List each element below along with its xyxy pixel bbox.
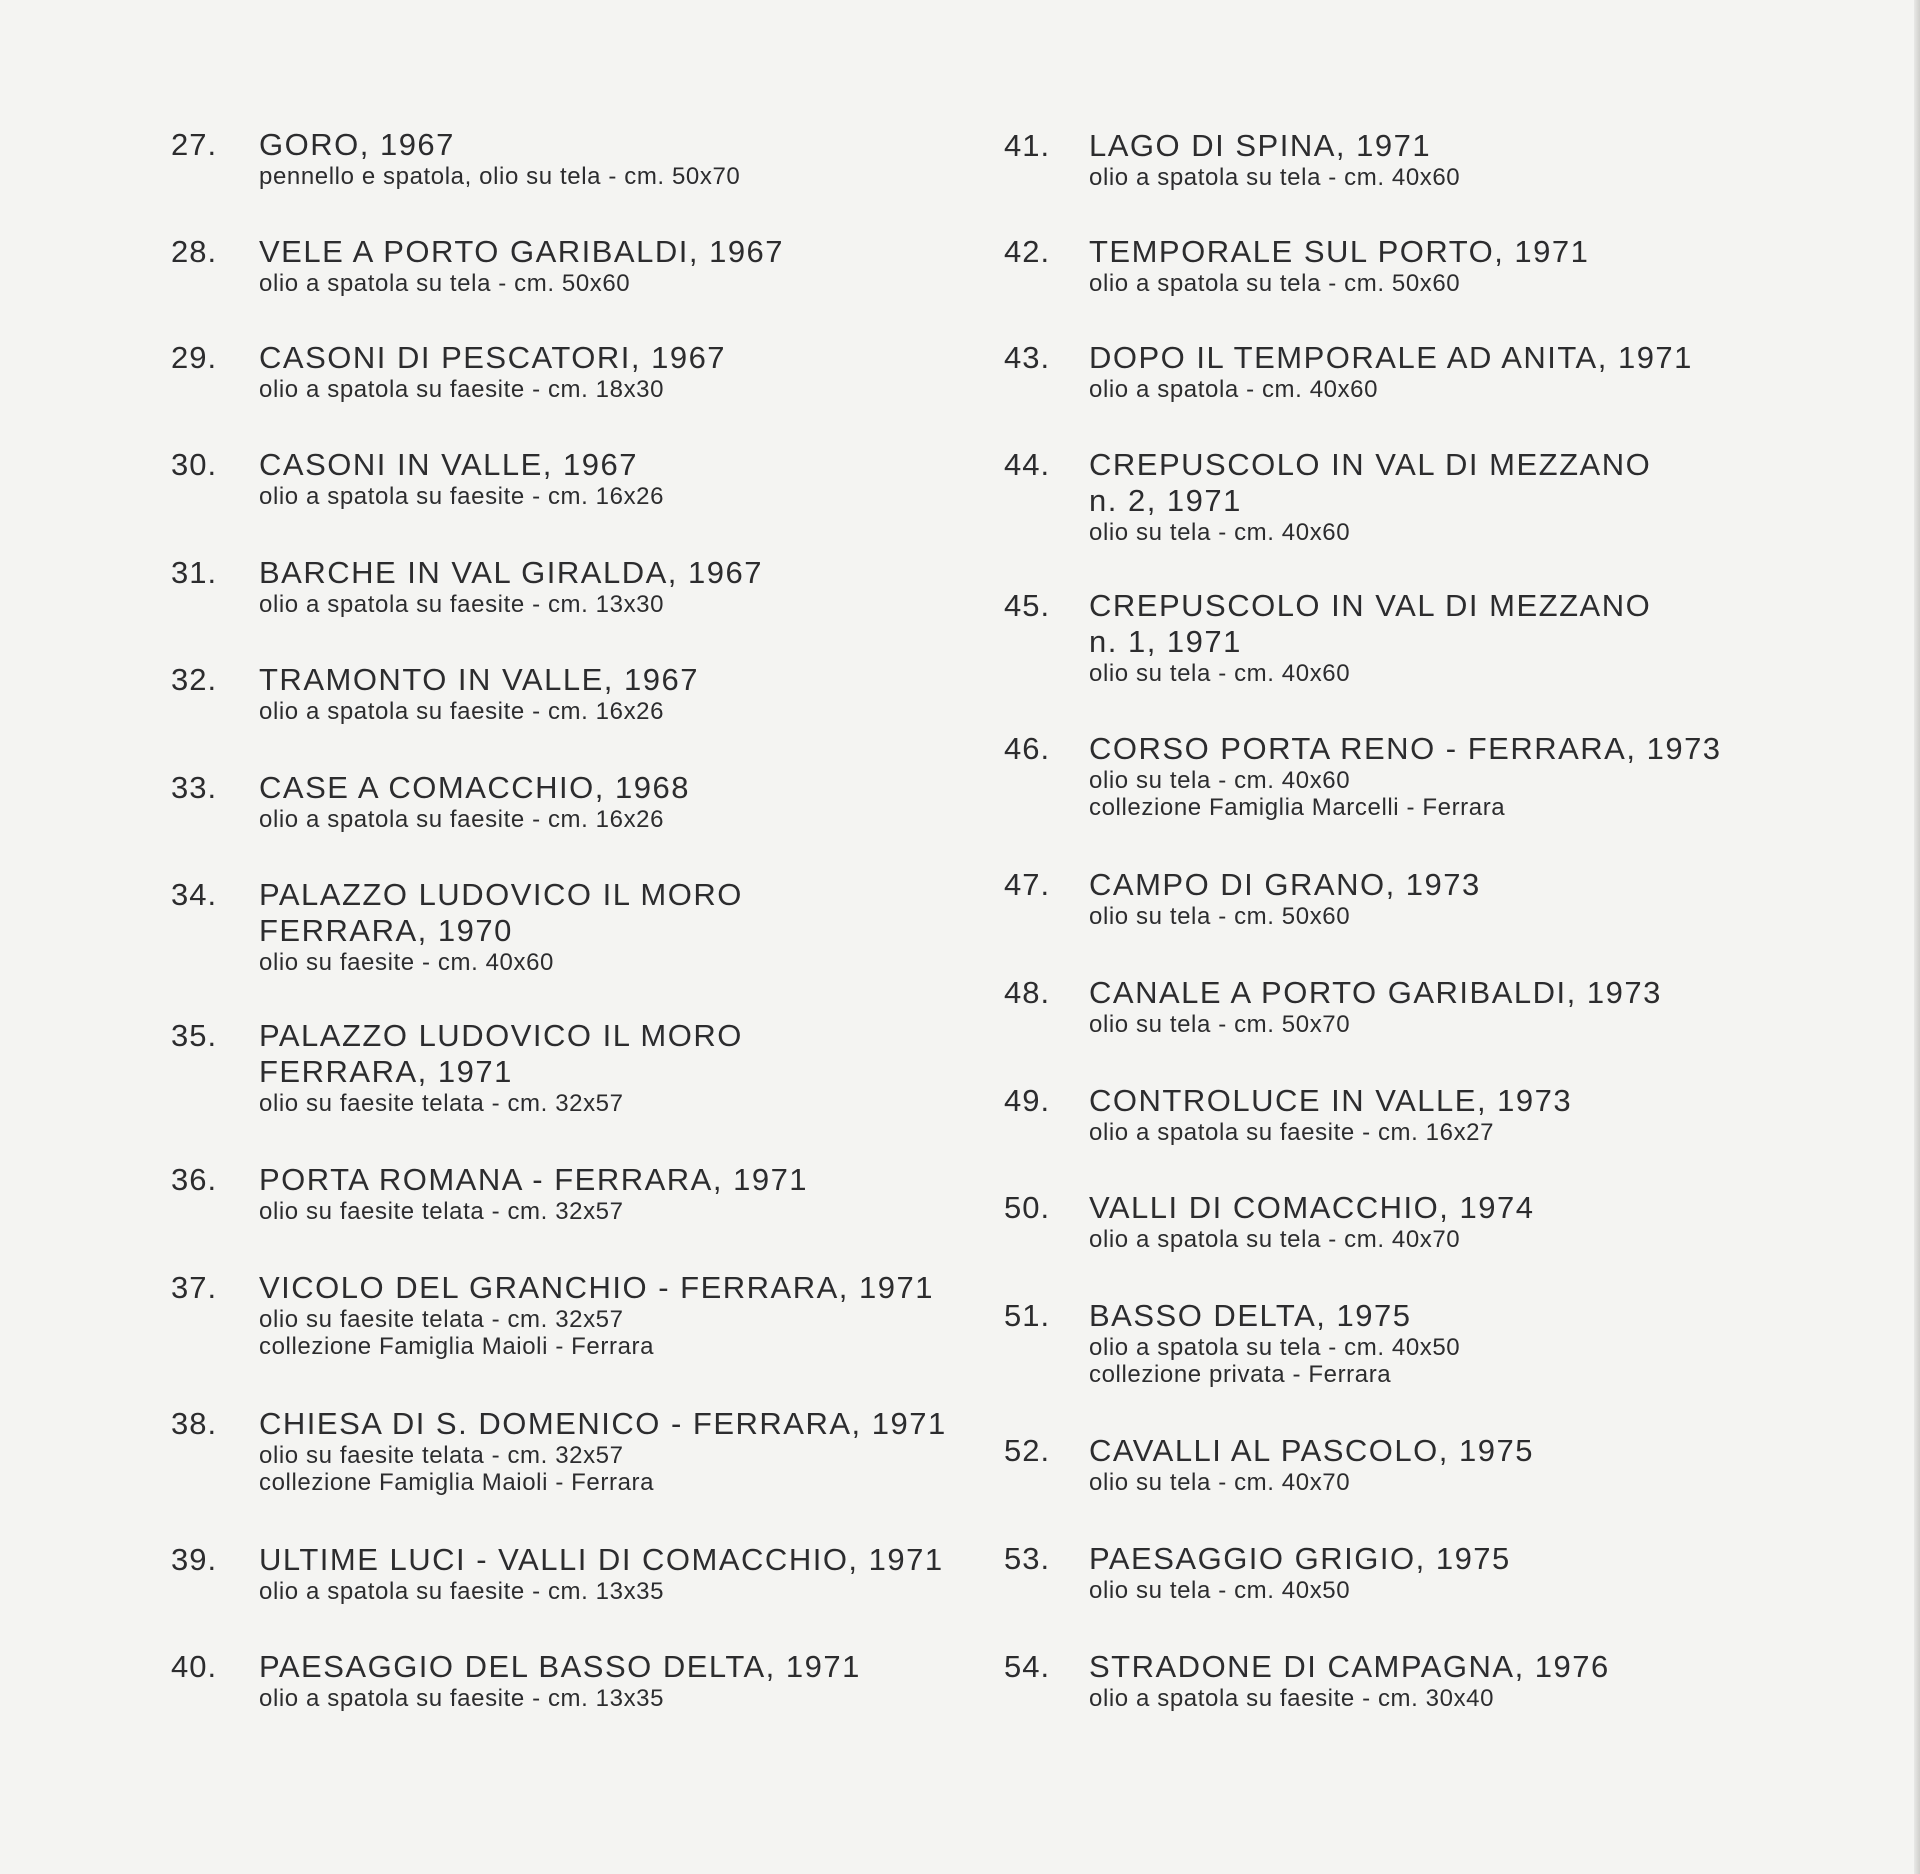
- entry-detail: olio su faesite telata - cm. 32x57: [259, 1198, 624, 1225]
- entry-body: [1089, 128, 1460, 191]
- entry-detail: olio a spatola su faesite - cm. 16x27: [1089, 1119, 1495, 1146]
- entry-number: 33.: [171, 770, 218, 805]
- entry-body: [1089, 1190, 1534, 1253]
- entry-title: PORTA ROMANA - FERRARA, 1971: [259, 1162, 809, 1197]
- entry-title: CORSO PORTA RENO - FERRARA, 1973: [1089, 731, 1722, 766]
- entry-title: BARCHE IN VAL GIRALDA, 1967: [259, 555, 763, 590]
- entry-body: [1089, 1433, 1534, 1496]
- entry-title: BASSO DELTA, 1975: [1089, 1298, 1412, 1333]
- entry-title: GORO, 1967: [259, 127, 455, 162]
- entry-title-continued: n. 1, 1971: [1089, 624, 1242, 659]
- entry-detail: olio a spatola su faesite - cm. 13x30: [259, 591, 665, 618]
- entry-body: [1089, 867, 1481, 930]
- entry-detail: olio su faesite telata - cm. 32x57: [259, 1090, 624, 1117]
- entry-number: 45.: [1004, 588, 1051, 623]
- entry-body: [259, 662, 699, 725]
- entry-detail: olio a spatola su tela - cm. 50x60: [259, 270, 631, 297]
- entry-title: CREPUSCOLO IN VAL DI MEZZANO: [1089, 447, 1652, 482]
- entry-title: PALAZZO LUDOVICO IL MORO: [259, 877, 743, 912]
- entry-detail: olio a spatola su tela - cm. 50x60: [1089, 270, 1461, 297]
- entry-number: 51.: [1004, 1298, 1051, 1333]
- entry-detail: olio a spatola su faesite - cm. 13x35: [259, 1578, 665, 1605]
- entry-collection: collezione Famiglia Maioli - Ferrara: [259, 1469, 655, 1496]
- entry-number: 49.: [1004, 1083, 1051, 1118]
- entry-collection: collezione Famiglia Maioli - Ferrara: [259, 1333, 655, 1360]
- entry-detail: olio su tela - cm. 40x60: [1089, 660, 1351, 687]
- entry-body: [259, 770, 690, 833]
- entry-detail: olio su tela - cm. 50x70: [1089, 1011, 1351, 1038]
- entry-title: CANALE A PORTO GARIBALDI, 1973: [1089, 975, 1662, 1010]
- entry-title: PAESAGGIO GRIGIO, 1975: [1089, 1541, 1511, 1576]
- entry-body: [259, 1649, 861, 1712]
- entry-title: LAGO DI SPINA, 1971: [1089, 128, 1432, 163]
- entry-body: [1089, 1541, 1511, 1604]
- entry-title: VICOLO DEL GRANCHIO - FERRARA, 1971: [259, 1270, 934, 1305]
- entry-body: [259, 1018, 743, 1117]
- entry-title: STRADONE DI CAMPAGNA, 1976: [1089, 1649, 1610, 1684]
- entry-number: 28.: [171, 234, 218, 269]
- entry-detail: olio su tela - cm. 40x60: [1089, 767, 1351, 794]
- entry-number: 39.: [171, 1542, 218, 1577]
- entry-title: CAMPO DI GRANO, 1973: [1089, 867, 1481, 902]
- entry-title: CHIESA DI S. DOMENICO - FERRARA, 1971: [259, 1406, 947, 1441]
- entry-number: 50.: [1004, 1190, 1051, 1225]
- entry-title-continued: FERRARA, 1970: [259, 913, 513, 948]
- entry-number: 53.: [1004, 1541, 1051, 1576]
- entry-detail: olio su faesite telata - cm. 32x57: [259, 1306, 624, 1333]
- entry-title: CAVALLI AL PASCOLO, 1975: [1089, 1433, 1534, 1468]
- entry-number: 34.: [171, 877, 218, 912]
- entry-number: 41.: [1004, 128, 1051, 163]
- entry-detail: olio a spatola su tela - cm. 40x70: [1089, 1226, 1461, 1253]
- entry-body: [259, 127, 740, 190]
- entry-body: [259, 1270, 934, 1360]
- entry-title: DOPO IL TEMPORALE AD ANITA, 1971: [1089, 340, 1693, 375]
- entry-body: [1089, 975, 1662, 1038]
- entry-title: VALLI DI COMACCHIO, 1974: [1089, 1190, 1535, 1225]
- entry-detail: olio su tela - cm. 40x70: [1089, 1469, 1351, 1496]
- entry-body: [259, 1542, 944, 1605]
- entry-detail: olio su faesite - cm. 40x60: [259, 949, 555, 976]
- entry-number: 43.: [1004, 340, 1051, 375]
- entry-title: VELE A PORTO GARIBALDI, 1967: [259, 234, 785, 269]
- entry-detail: olio su tela - cm. 40x60: [1089, 519, 1351, 546]
- entry-number: 46.: [1004, 731, 1051, 766]
- entry-body: [1089, 1083, 1572, 1146]
- entry-number: 42.: [1004, 234, 1051, 269]
- entry-detail: olio a spatola su faesite - cm. 30x40: [1089, 1685, 1495, 1712]
- entry-title-continued: FERRARA, 1971: [259, 1054, 513, 1089]
- entry-body: [259, 447, 664, 510]
- entry-title: CASONI IN VALLE, 1967: [259, 447, 638, 482]
- entry-detail: olio a spatola - cm. 40x60: [1089, 376, 1379, 403]
- entry-title: CONTROLUCE IN VALLE, 1973: [1089, 1083, 1573, 1118]
- entry-number: 47.: [1004, 867, 1051, 902]
- entry-title: CREPUSCOLO IN VAL DI MEZZANO: [1089, 588, 1652, 623]
- entry-detail: olio su tela - cm. 40x50: [1089, 1577, 1351, 1604]
- entry-title: PAESAGGIO DEL BASSO DELTA, 1971: [259, 1649, 861, 1684]
- entry-body: [259, 1406, 947, 1496]
- entry-title: TEMPORALE SUL PORTO, 1971: [1089, 234, 1590, 269]
- entry-body: [1089, 588, 1651, 687]
- entry-body: [1089, 447, 1651, 546]
- entry-body: [1089, 731, 1722, 821]
- entry-body: [1089, 340, 1693, 403]
- entry-body: [259, 234, 784, 297]
- entry-number: 48.: [1004, 975, 1051, 1010]
- entry-body: [1089, 1649, 1610, 1712]
- entry-detail: olio a spatola su faesite - cm. 16x26: [259, 806, 665, 833]
- entry-title: CASONI DI PESCATORI, 1967: [259, 340, 727, 375]
- entry-number: 52.: [1004, 1433, 1051, 1468]
- entry-number: 36.: [171, 1162, 218, 1197]
- entry-title: TRAMONTO IN VALLE, 1967: [259, 662, 699, 697]
- entry-number: 29.: [171, 340, 218, 375]
- entry-body: [259, 877, 743, 976]
- entry-title: PALAZZO LUDOVICO IL MORO: [259, 1018, 743, 1053]
- entry-detail: olio a spatola su faesite - cm. 16x26: [259, 483, 665, 510]
- entry-detail: olio a spatola su faesite - cm. 18x30: [259, 376, 665, 403]
- entry-number: 35.: [171, 1018, 218, 1053]
- entry-number: 54.: [1004, 1649, 1051, 1684]
- entry-title-continued: n. 2, 1971: [1089, 483, 1242, 518]
- entry-detail: olio su faesite telata - cm. 32x57: [259, 1442, 624, 1469]
- entry-number: 40.: [171, 1649, 218, 1684]
- entry-detail: pennello e spatola, olio su tela - cm. 50x70: [259, 163, 741, 190]
- entry-collection: collezione privata - Ferrara: [1089, 1361, 1392, 1388]
- entry-detail: olio a spatola su tela - cm. 40x60: [1089, 164, 1461, 191]
- entry-number: 37.: [171, 1270, 218, 1305]
- entry-number: 44.: [1004, 447, 1051, 482]
- entry-title: CASE A COMACCHIO, 1968: [259, 770, 690, 805]
- entry-number: 27.: [171, 127, 218, 162]
- entry-number: 30.: [171, 447, 218, 482]
- entry-collection: collezione Famiglia Marcelli - Ferrara: [1089, 794, 1506, 821]
- entry-detail: olio a spatola su tela - cm. 40x50: [1089, 1334, 1461, 1361]
- entry-body: [1089, 1298, 1460, 1388]
- entry-number: 32.: [171, 662, 218, 697]
- entry-detail: olio su tela - cm. 50x60: [1089, 903, 1351, 930]
- entry-body: [259, 1162, 808, 1225]
- entry-number: 31.: [171, 555, 218, 590]
- entry-title: ULTIME LUCI - VALLI DI COMACCHIO, 1971: [259, 1542, 944, 1577]
- entry-detail: olio a spatola su faesite - cm. 13x35: [259, 1685, 665, 1712]
- entry-body: [259, 340, 726, 403]
- entry-number: 38.: [171, 1406, 218, 1441]
- entry-body: [1089, 234, 1589, 297]
- page-edge-shadow: [1914, 0, 1920, 1874]
- entry-body: [259, 555, 763, 618]
- entry-detail: olio a spatola su faesite - cm. 16x26: [259, 698, 665, 725]
